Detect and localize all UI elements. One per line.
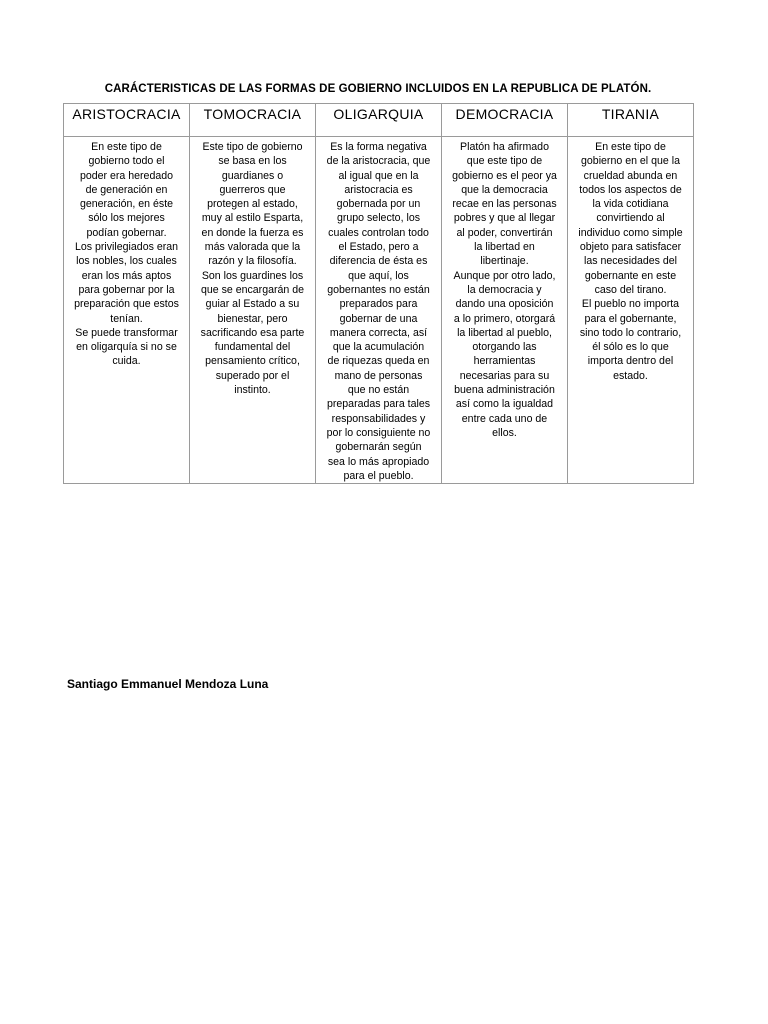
cell-tomocracia-text: Este tipo de gobierno se basa en los guardianes o guerreros que protegen al estado, muy al estilo Esparta, en donde la fuerza es más valorada que la razón y la filosofía. Son los guardines los que se encargarán de guiar al Estado a su bienestar, pero sacrificando esa parte fundamental del pensamiento crítico, superado por el instinto. (200, 141, 305, 397)
cell-tirania-text: En este tipo de gobierno en el que la crueldad abunda en todos los aspectos de la vida cotidiana convirtiendo al individuo como simple objeto para satisfacer las necesidades del gobernante en este caso del tirano. El pueblo no importa para el gobernante, sino todo lo contrario, él sólo es lo que importa dentro del estado. (578, 141, 683, 382)
header-democracia: DEMOCRACIA (442, 104, 568, 137)
header-oligarquia: OLIGARQUIA (316, 104, 442, 137)
cell-aristocracia-text: En este tipo de gobierno todo el poder era heredado de generación en generación, en éste sólo los mejores podían gobernar. Los privilegiados eran los nobles, los cuales eran los más aptos para gobernar por la preparación que estos tenían. Se puede transformar en oligarquía si no se cuida. (74, 141, 179, 368)
header-tirania: TIRANIA (568, 104, 694, 137)
table-row (64, 137, 694, 484)
header-tomocracia: TOMOCRACIA (190, 104, 316, 137)
government-forms-table (63, 103, 694, 484)
cell-oligarquia (316, 137, 442, 484)
cell-aristocracia (64, 137, 190, 484)
header-aristocracia: ARISTOCRACIA (64, 104, 190, 137)
cell-oligarquia-text: Es la forma negativa de la aristocracia, que al igual que en la aristocracia es gobernada por un grupo selecto, los cuales controlan todo el Estado, pero a diferencia de ésta es que aquí, los gobernantes no están preparados para gobernar de una manera correcta, así que la acumulación de riquezas queda en mano de personas que no están preparadas para tales responsabilidades y por lo consiguiente no gobernarán según sea lo más apropiado para el pueblo. (326, 141, 431, 482)
table-header-row (64, 104, 694, 137)
cell-democracia (442, 137, 568, 484)
author-name: Santiago Emmanuel Mendoza Luna (67, 677, 269, 691)
cell-democracia-text: Platón ha afirmado que este tipo de gobierno es el peor ya que la democracia recae en las personas pobres y que al llegar al poder, convertirán la libertad en libertinaje. Aunque por otro lado, la democracia y dando una oposición a lo primero, otorgará la libertad al pueblo, otorgando las herramientas necesarias para su buena administración así como la igualdad entre cada uno de ellos. (452, 141, 557, 439)
cell-tomocracia (190, 137, 316, 484)
document-title: CARÁCTERISTICAS DE LAS FORMAS DE GOBIERNO INCLUIDOS EN LA REPUBLICA DE PLATÓN. (104, 83, 652, 95)
cell-tirania (568, 137, 694, 484)
